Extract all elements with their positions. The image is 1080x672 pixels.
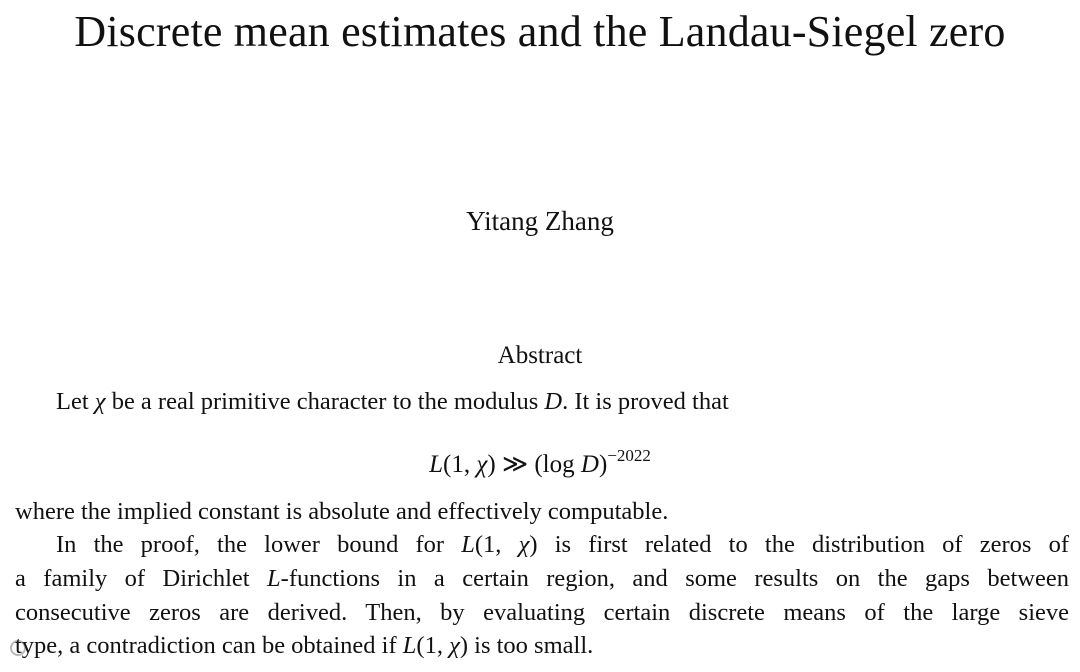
chi-symbol: χ <box>94 388 106 415</box>
eq-args: (1, <box>443 451 477 478</box>
text-segment: type, a contradiction can be obtained if <box>15 632 403 659</box>
text-segment: (1, <box>416 632 450 659</box>
abstract-line-5 <box>15 564 1069 594</box>
main-equation <box>0 441 1080 480</box>
text-segment: ) <box>529 531 538 558</box>
eq-exponent: −2022 <box>607 446 651 465</box>
eq-relation: ≫ (log <box>495 451 581 478</box>
abstract-line-1 <box>56 387 729 417</box>
L-symbol: L <box>267 565 281 592</box>
abstract-line-4 <box>56 530 1069 560</box>
abstract-line-3: where the implied constant is absolute and effectively computable. <box>15 498 669 525</box>
eq-L: L <box>429 451 444 478</box>
abstract-line-6: consecutive zeros are derived. Then, by evaluating certain discrete means of the large sieve <box>15 599 1069 626</box>
eq-D: D <box>580 451 599 478</box>
watermark-circle-icon <box>10 640 26 656</box>
text-segment: a family of Dirichlet <box>15 565 268 592</box>
paper-title: Discrete mean estimates and the Landau-Siegel zero <box>74 7 1006 56</box>
modulus-symbol: D <box>544 388 563 415</box>
L-symbol: L <box>461 531 475 558</box>
L-symbol: L <box>402 632 417 659</box>
text-segment: ) <box>459 632 469 659</box>
watermark-logo <box>10 640 26 656</box>
text-segment: is first related to the distribution of zeros of <box>537 531 1069 558</box>
text-segment: -functions in a certain region, and some results on the gaps between <box>280 565 1069 592</box>
text-segment: is too small. <box>468 632 594 659</box>
chi-symbol: χ <box>449 632 460 659</box>
text-segment: In the proof, the lower bound for <box>56 531 462 558</box>
eq-close2: ) <box>598 451 608 478</box>
eq-close: ) <box>487 451 496 478</box>
author-name: Yitang Zhang <box>466 206 614 236</box>
text-segment: be a real primitive character to the modulus <box>105 388 545 415</box>
text-segment: (1, <box>474 531 519 558</box>
abstract-heading: Abstract <box>497 342 583 369</box>
eq-chi: χ <box>476 451 488 478</box>
abstract-line-7 <box>15 631 593 661</box>
text-segment: . It is proved that <box>562 388 729 415</box>
chi-symbol: χ <box>518 531 530 558</box>
text-segment: Let <box>56 388 95 415</box>
